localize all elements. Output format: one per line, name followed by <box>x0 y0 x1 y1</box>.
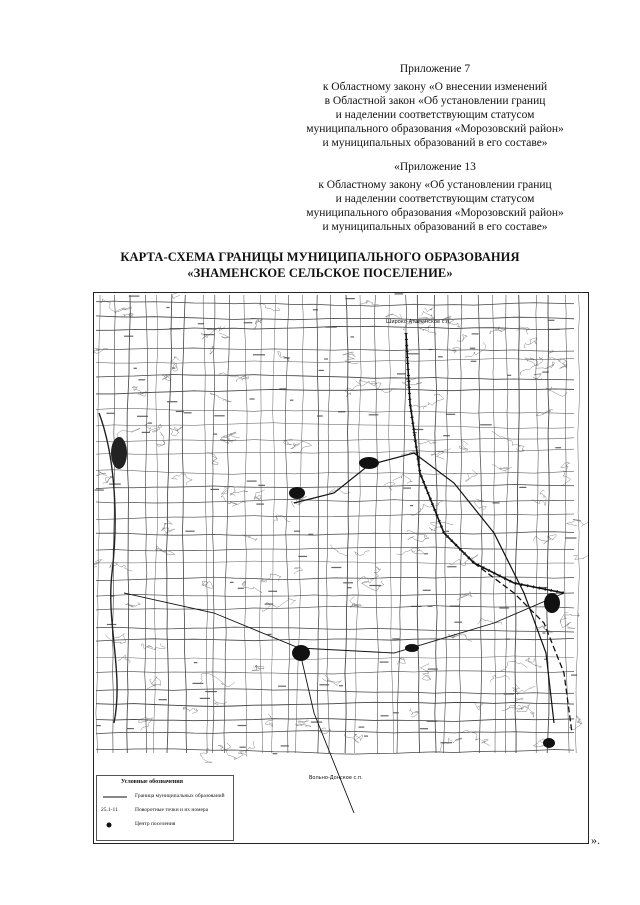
contour-line <box>420 325 437 334</box>
terrain-linework <box>94 293 588 763</box>
contour-line <box>355 551 370 556</box>
contour-line <box>157 432 165 447</box>
contour-line <box>262 599 295 612</box>
settlement <box>111 437 127 469</box>
legend-label: Граница муниципальных образований <box>135 793 225 799</box>
field-boundary <box>96 627 574 632</box>
map-annotation-mark <box>273 753 278 754</box>
appendix-13-title: «Приложение 13 <box>394 161 476 173</box>
contour-line <box>524 338 537 348</box>
map-annotation-mark <box>109 484 121 485</box>
contour-line <box>162 375 171 381</box>
map-annotation-mark <box>555 447 561 448</box>
contour-line <box>573 553 588 560</box>
map-annotation-mark <box>204 334 215 335</box>
contour-line <box>532 491 546 506</box>
map-annotation-mark <box>542 632 545 633</box>
contour-line <box>171 357 180 372</box>
contour-line <box>322 676 341 686</box>
map-annotation-mark <box>193 683 204 684</box>
map-annotation-mark <box>284 357 290 358</box>
field-boundary <box>96 449 574 454</box>
contour-line <box>259 303 280 311</box>
map-annotation-mark <box>159 699 167 700</box>
settlement <box>289 487 305 499</box>
map-annotation-mark <box>471 361 477 362</box>
contour-line <box>460 441 469 451</box>
map-annotation-mark <box>499 607 509 608</box>
contour-line <box>220 437 236 443</box>
map-annotation-mark <box>256 504 264 505</box>
legend-label: Центр поселения <box>135 821 176 827</box>
field-boundary <box>96 689 574 694</box>
appendix-7-header <box>280 62 590 150</box>
map-annotation-mark <box>311 722 322 723</box>
contour-line <box>490 675 510 682</box>
map-annotation-mark <box>519 487 526 488</box>
contour-line <box>362 567 381 584</box>
contour-line <box>273 515 290 523</box>
field-boundary <box>224 295 230 753</box>
contour-line <box>141 644 165 650</box>
field-boundary <box>375 295 379 753</box>
map-label: Широко-Атаманское с.п. <box>386 319 451 325</box>
appendix-7-line: в Областной закон «Об установлении границ <box>324 95 546 107</box>
field-boundary <box>260 295 263 753</box>
map-annotation-mark <box>138 379 145 380</box>
contour-line <box>561 462 571 485</box>
map-grid <box>96 295 580 754</box>
map-annotation-mark <box>454 622 462 623</box>
map-annotation-mark <box>258 485 265 486</box>
contour-line <box>147 677 161 689</box>
map-annotation-mark <box>348 587 352 588</box>
contour-line <box>501 661 527 670</box>
map-annotation-mark <box>364 736 368 737</box>
map-annotation-mark <box>446 414 455 415</box>
settlements <box>111 437 560 748</box>
appendix-13-line: к Областному закону «Об установлении границ <box>318 179 552 191</box>
map-annotation-mark <box>319 370 324 371</box>
appendix-7-line: и муниципальных образований в его составе» <box>322 137 548 149</box>
map-annotation-mark <box>95 490 104 491</box>
map-annotation-mark <box>250 398 255 399</box>
map-frame <box>93 292 589 844</box>
contour-line <box>397 548 424 555</box>
contour-line <box>223 432 240 438</box>
map-annotation-mark <box>508 375 512 376</box>
map-annotation-mark <box>238 725 247 726</box>
contour-line <box>393 474 413 484</box>
contour-line <box>492 465 512 472</box>
map-annotation-mark <box>472 333 479 334</box>
map-annotation-mark <box>351 336 355 337</box>
map-annotation-mark <box>438 356 443 357</box>
field-boundary <box>96 316 574 320</box>
field-boundary <box>536 295 539 753</box>
map-annotation-mark <box>403 488 411 489</box>
map-annotation-mark <box>214 415 225 416</box>
contour-line <box>536 362 555 369</box>
contour-line <box>210 393 231 402</box>
field-boundary <box>478 295 482 753</box>
field-boundary <box>317 295 319 753</box>
contour-line <box>397 657 406 664</box>
map-labels <box>309 319 451 781</box>
contour-line <box>118 655 130 663</box>
contour-line <box>533 374 542 380</box>
contour-line <box>214 699 228 705</box>
contour-line <box>265 714 273 727</box>
field-boundary <box>96 671 574 674</box>
contour-line <box>171 293 188 299</box>
topographic-map <box>94 293 588 843</box>
legend-item-center <box>101 820 231 830</box>
contour-line <box>359 300 378 305</box>
contour-line <box>132 387 147 396</box>
map-annotation-mark <box>244 322 253 323</box>
contour-line <box>94 559 102 568</box>
map-annotation-mark <box>397 373 406 374</box>
contour-line <box>526 658 542 668</box>
contour-line <box>200 748 212 763</box>
map-annotation-mark <box>470 348 475 349</box>
legend-title: Условные обозначения <box>121 779 183 785</box>
map-annotation-mark <box>493 502 500 503</box>
field-boundary <box>96 389 574 394</box>
contour-line <box>295 720 311 727</box>
map-annotation-mark <box>331 567 341 568</box>
contour-line <box>344 734 362 743</box>
contour-line <box>105 634 126 644</box>
contour-line <box>103 477 111 483</box>
map-annotation-mark <box>395 293 404 294</box>
contour-line <box>345 381 376 397</box>
map-annotation-mark <box>278 686 286 687</box>
contour-line <box>439 738 462 752</box>
map-annotation-mark <box>134 368 137 369</box>
contour-line <box>331 545 348 557</box>
contour-line <box>475 703 484 711</box>
field-boundary <box>296 295 304 753</box>
contour-line <box>425 307 433 312</box>
map-annotation-mark <box>230 582 234 583</box>
contour-line <box>294 567 303 574</box>
contour-line <box>521 357 543 374</box>
map-title-line-1: КАРТА-СХЕМА ГРАНИЦЫ МУНИЦИПАЛЬНОГО ОБРАЗОВАНИЯ <box>120 250 520 264</box>
field-boundary <box>96 409 574 414</box>
map-annotation-mark <box>339 685 343 686</box>
contour-line <box>171 473 192 485</box>
map-annotation-mark <box>167 401 177 402</box>
field-boundary <box>145 295 148 753</box>
contour-line <box>457 334 467 341</box>
map-annotation-mark <box>408 353 419 354</box>
contour-line <box>481 740 490 747</box>
map-annotation-mark <box>142 432 150 433</box>
map-annotation-mark <box>198 323 204 324</box>
contour-line <box>546 387 567 396</box>
contour-line <box>261 574 282 582</box>
contour-line <box>228 752 243 760</box>
contour-line <box>252 665 264 671</box>
legend-item-boundary <box>101 792 231 802</box>
contour-line <box>126 602 140 607</box>
map-annotation-mark <box>343 582 353 583</box>
contour-line <box>228 501 245 506</box>
appendix-13-line: муниципального образования «Морозовский район» <box>306 207 564 219</box>
field-boundary <box>96 749 574 754</box>
contour-line <box>517 326 529 334</box>
map-label: Вольно-Донское с.п. <box>309 775 363 781</box>
legend-code: 25.1-11 <box>101 807 118 813</box>
field-boundary <box>96 561 574 564</box>
map-blank-area <box>474 765 588 843</box>
map-annotation-mark <box>392 638 399 639</box>
map-annotation-mark <box>420 728 428 729</box>
map-annotation-mark <box>381 715 389 716</box>
field-boundary <box>127 295 131 753</box>
map-annotation-mark <box>548 320 554 321</box>
map-annotation-mark <box>127 728 134 729</box>
map-annotation-mark <box>124 336 133 337</box>
appendix-13-line: и наделении соответствующим статусом <box>335 193 535 205</box>
map-annotation-mark <box>359 727 365 728</box>
map-annotation-mark <box>317 415 323 416</box>
contour-line <box>219 373 249 382</box>
contour-line <box>183 707 198 713</box>
map-title <box>0 249 640 281</box>
map-annotation-mark <box>238 588 244 589</box>
contour-line <box>242 535 257 541</box>
contour-line <box>560 621 575 628</box>
field-boundary <box>96 301 574 306</box>
map-annotation-mark <box>313 309 318 310</box>
map-annotation-mark <box>443 435 450 436</box>
appendix-7-line: и наделении соответствующим статусом <box>335 109 535 121</box>
contour-line <box>411 502 443 516</box>
map-annotation-mark <box>290 400 293 401</box>
closing-mark: ». <box>591 833 600 847</box>
contour-line <box>420 664 431 680</box>
map-annotation-mark <box>324 358 328 359</box>
map-annotation-mark <box>184 412 192 413</box>
contour-line <box>96 471 107 476</box>
settlement-dot-icon <box>101 820 129 830</box>
contour-line <box>449 634 472 642</box>
contour-line <box>567 519 588 526</box>
map-annotation-mark <box>172 368 175 369</box>
appendix-7-line: к Областному закону «О внесении изменений <box>322 81 548 93</box>
map-annotation-mark <box>447 566 456 567</box>
settlement <box>543 738 555 748</box>
map-annotation-mark <box>106 413 114 414</box>
field-boundary <box>397 295 407 753</box>
map-title-line-2: «ЗНАМЕНСКОЕ СЕЛЬСКОЕ ПОСЕЛЕНИЕ» <box>187 266 453 280</box>
field-boundary <box>96 348 574 351</box>
contour-line <box>221 486 230 502</box>
contour-line <box>202 581 214 588</box>
boundary-line-icon <box>101 792 129 802</box>
field-boundary <box>505 295 508 753</box>
map-annotation-mark <box>345 298 355 299</box>
map-annotation-mark <box>369 585 381 586</box>
map-annotation-mark <box>137 416 148 417</box>
map-annotation-mark <box>423 590 431 591</box>
map-annotation-mark <box>96 725 101 726</box>
map-annotation-mark <box>565 537 576 538</box>
contour-line <box>474 499 486 510</box>
contour-line <box>219 333 230 338</box>
map-annotation-mark <box>166 307 169 308</box>
appendix-7-title: Приложение 7 <box>399 63 471 75</box>
field-boundary <box>547 295 549 753</box>
contour-line <box>410 405 427 409</box>
field-boundary <box>96 438 574 442</box>
legend-label: Поворотные точки и их номера <box>135 807 209 813</box>
field-boundary <box>96 359 574 364</box>
field-boundary <box>271 295 275 753</box>
field-boundary <box>203 295 207 753</box>
map-annotation-mark <box>214 434 218 435</box>
map-annotation-mark <box>446 531 449 532</box>
field-boundary <box>96 423 574 429</box>
map-annotation-mark <box>393 712 399 713</box>
map-annotation-mark <box>369 414 379 415</box>
field-boundary <box>96 702 574 706</box>
legend-item-points <box>101 806 231 816</box>
contour-line <box>350 596 361 607</box>
map-annotation-mark <box>265 604 274 605</box>
contour-line <box>242 581 262 592</box>
map-annotation-mark <box>148 423 152 424</box>
settlement <box>359 457 379 469</box>
contour-line <box>466 470 478 482</box>
map-annotation-mark <box>440 742 452 743</box>
map-annotation-mark <box>480 424 492 425</box>
map-annotation-mark <box>200 698 210 699</box>
field-boundary <box>96 295 100 753</box>
contour-line <box>431 448 451 460</box>
appendix-13-header <box>280 160 590 234</box>
contour-line <box>559 360 567 368</box>
field-boundary <box>575 295 579 753</box>
field-boundary <box>492 295 495 753</box>
contour-line <box>429 527 441 531</box>
map-annotation-mark <box>410 505 413 506</box>
railway-line <box>406 333 564 593</box>
field-boundary <box>182 295 186 753</box>
settlement <box>405 644 419 652</box>
contour-line <box>560 612 580 622</box>
field-boundary <box>244 295 247 753</box>
contour-line <box>94 347 108 354</box>
contour-line <box>409 708 419 717</box>
map-annotation-mark <box>185 531 194 532</box>
field-boundary <box>434 295 437 753</box>
contour-line <box>170 427 183 436</box>
field-boundary <box>286 295 290 753</box>
map-annotation-mark <box>210 489 219 490</box>
field-boundary <box>459 295 462 753</box>
field-boundary <box>444 295 449 753</box>
map-annotation-mark <box>247 481 257 482</box>
field-boundary <box>96 593 574 596</box>
field-boundary <box>515 295 519 753</box>
field-boundary <box>96 470 574 475</box>
contour-line <box>199 673 234 687</box>
field-boundary <box>345 295 349 753</box>
contour-line <box>145 423 162 432</box>
contour-line <box>155 546 174 555</box>
map-annotation-mark <box>424 553 428 554</box>
contour-line <box>457 592 472 601</box>
road <box>124 593 564 653</box>
field-boundary <box>417 295 419 753</box>
map-annotation-mark <box>253 354 265 355</box>
appendix-13-line: и муниципальных образований в его составе» <box>322 221 548 233</box>
settlement <box>292 645 310 661</box>
railway-ticks <box>406 333 564 593</box>
map-annotation-mark <box>380 662 389 663</box>
settlement <box>544 593 560 613</box>
field-boundary <box>212 295 215 753</box>
appendix-7-line: муниципального образования «Морозовский район» <box>306 123 564 135</box>
contour-line <box>254 490 265 501</box>
field-boundary <box>389 295 394 753</box>
map-annotation-mark <box>239 747 245 748</box>
contour-line <box>251 318 263 329</box>
map-legend <box>96 775 234 841</box>
map-annotation-mark <box>194 662 198 663</box>
